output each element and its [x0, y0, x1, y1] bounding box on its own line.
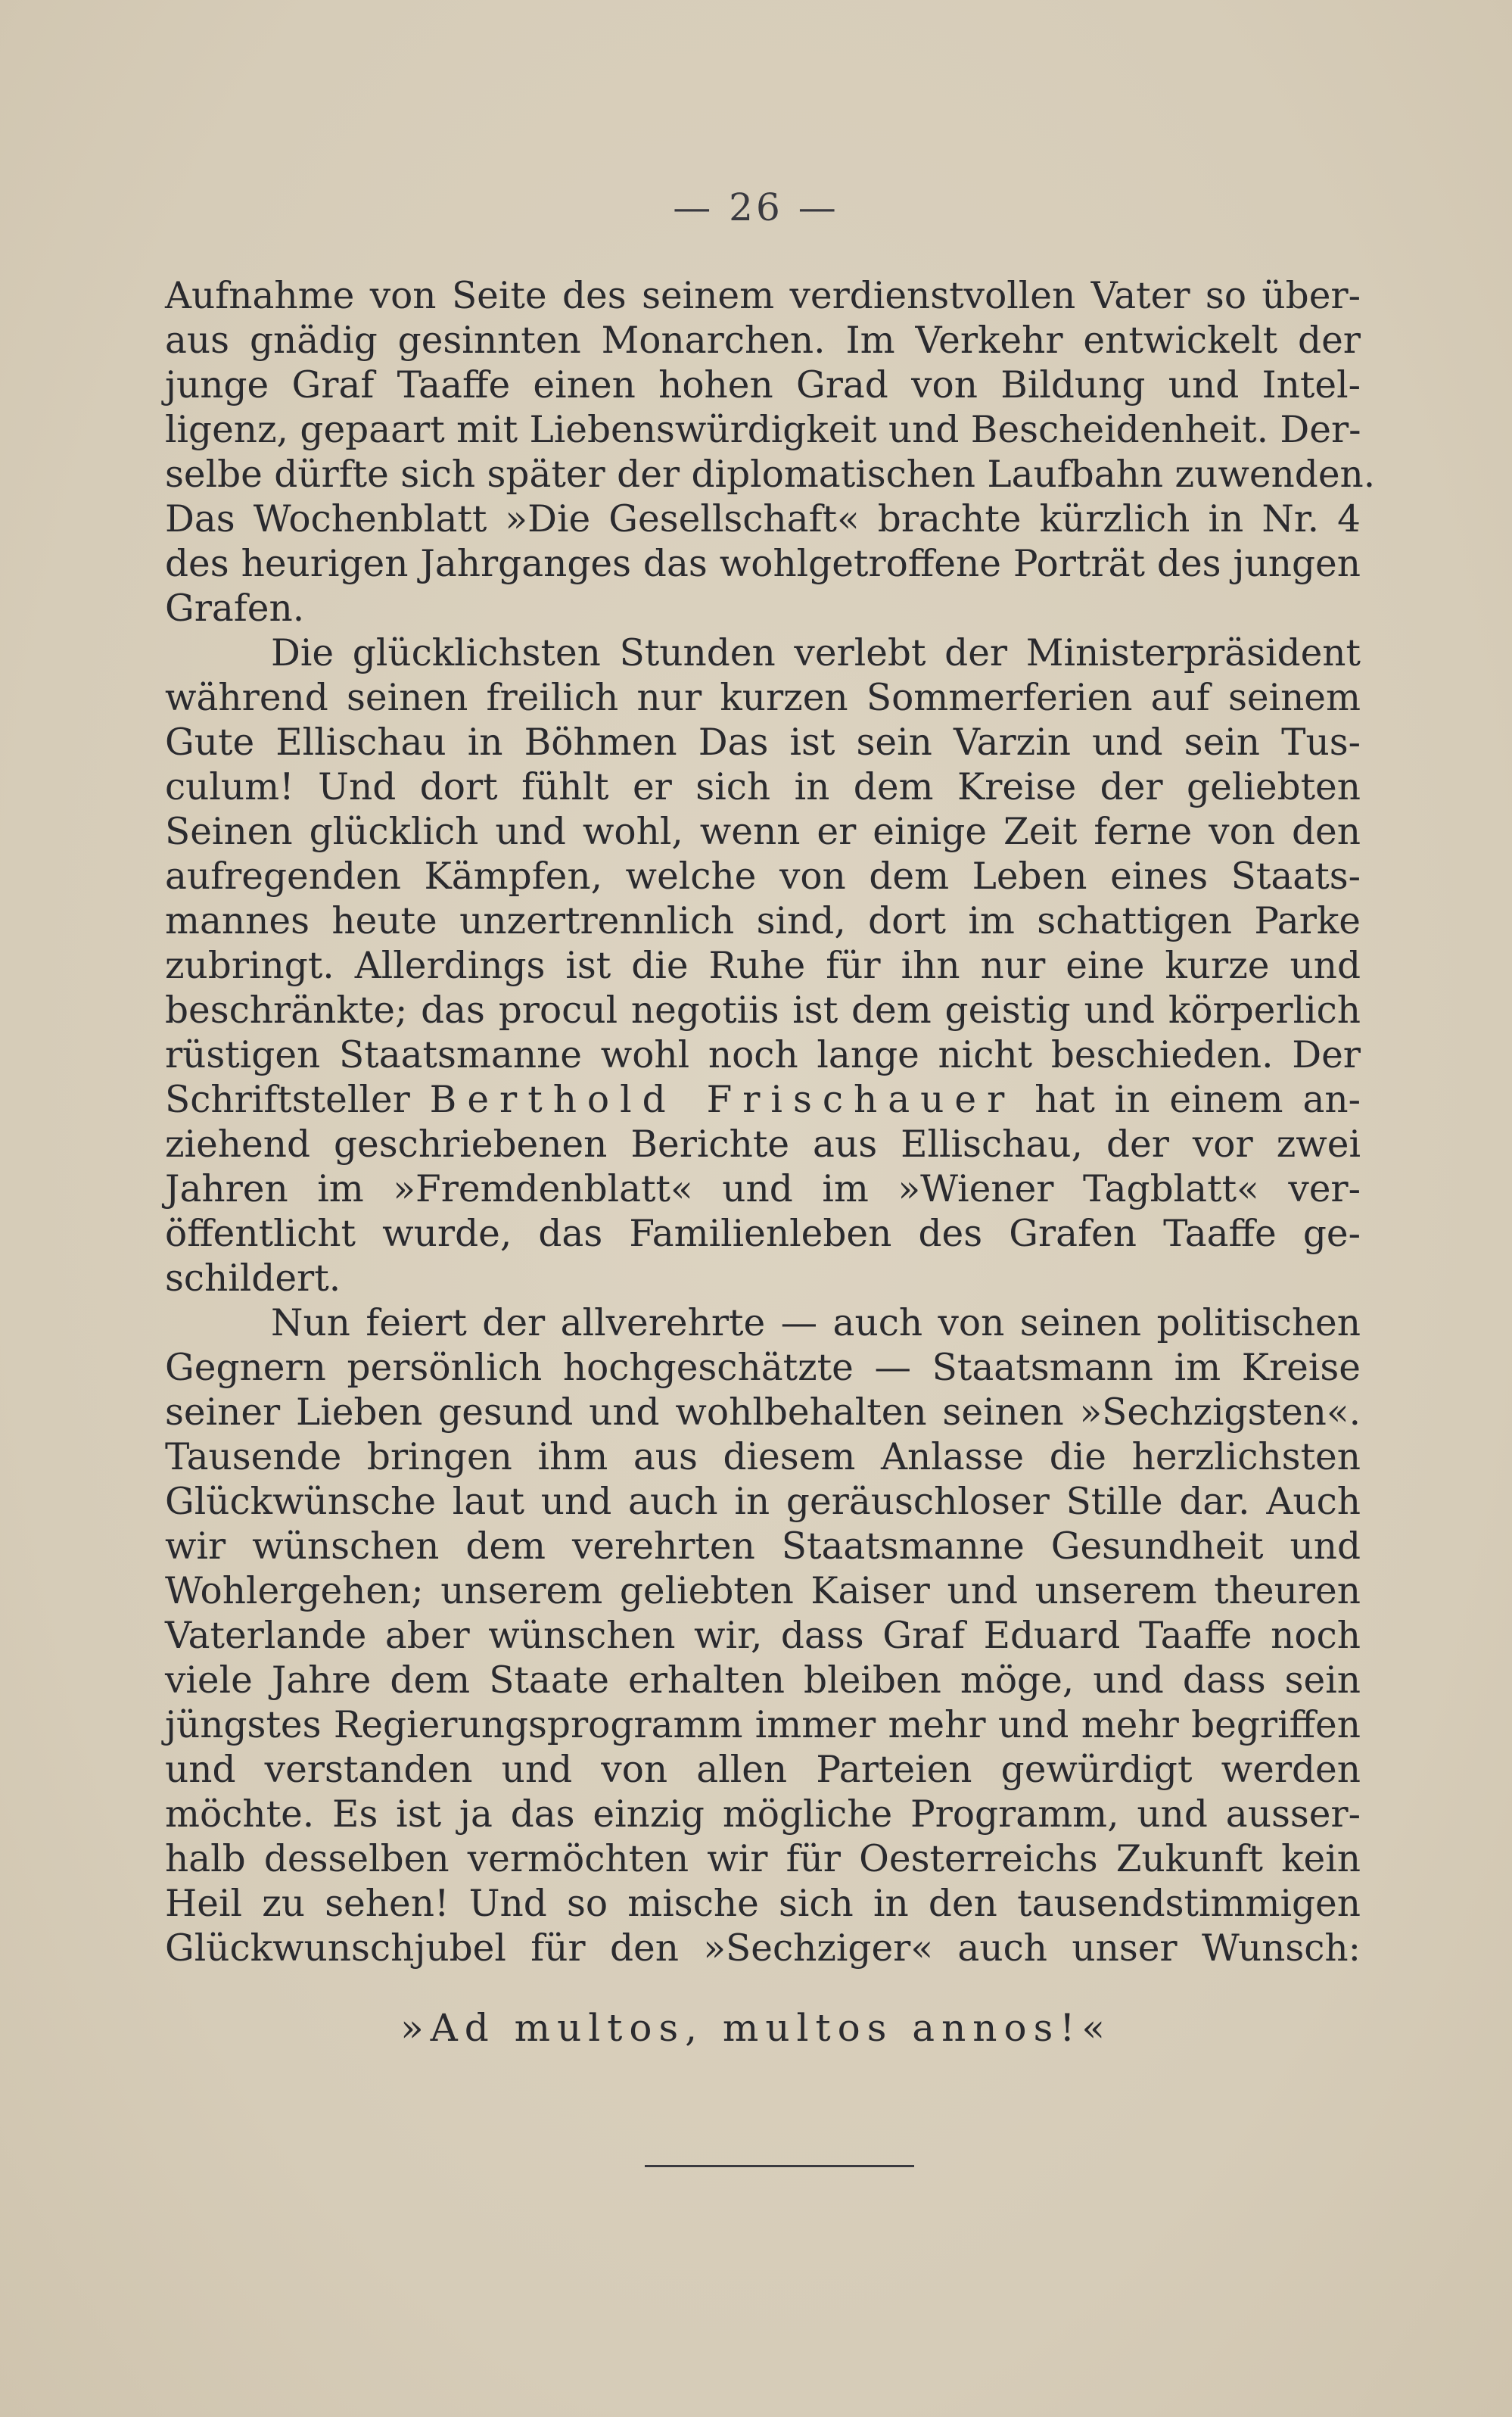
spaced-name: Berthold Frischauer	[429, 1079, 1016, 1121]
text-line: seiner Lieben gesund und wohlbehalten seinen »Sechzigsten«.	[165, 1391, 1361, 1434]
text-line: Vaterlande aber wünschen wir, dass Graf Eduard Taaffe noch	[165, 1615, 1361, 1657]
text-line: schildert.	[165, 1257, 341, 1300]
text-line: viele Jahre dem Staate erhalten bleiben möge, und dass sein	[165, 1659, 1361, 1702]
text-line: Glückwünsche laut und auch in geräuschloser Stille dar. Auch	[165, 1481, 1361, 1523]
text-line: Seinen glücklich und wohl, wenn er einige Zeit ferne von den	[165, 811, 1361, 853]
text-line: halb desselben vermöchten wir für Oesterreichs Zukunft kein	[165, 1838, 1361, 1880]
text-line: und verstanden und von allen Parteien gewürdigt werden	[165, 1749, 1361, 1791]
text-line: rüstigen Staatsmanne wohl noch lange nicht beschieden. Der	[165, 1034, 1361, 1076]
text-line: Wohlergehen; unserem geliebten Kaiser und unserem theuren	[165, 1570, 1361, 1612]
text-line: Grafen.	[165, 587, 305, 630]
text-line: junge Graf Taaffe einen hohen Grad von Bildung und Intel-	[165, 364, 1361, 406]
text-line: aus gnädig gesinnten Monarchen. Im Verkehr entwickelt der	[165, 319, 1361, 362]
text-line: ligenz, gepaart mit Liebenswürdigkeit und Bescheidenheit. Der-	[165, 409, 1361, 451]
text-line: ziehend geschriebenen Berichte aus Ellischau, der vor zwei	[165, 1123, 1361, 1166]
text-line: Heil zu sehen! Und so mische sich in den tausendstimmigen	[165, 1883, 1361, 1925]
body-text	[165, 274, 1376, 1971]
text-line: während seinen freilich nur kurzen Sommerferien auf seinem	[165, 677, 1361, 719]
text-line: Tausende bringen ihm aus diesem Anlasse die herzlichsten	[165, 1436, 1361, 1478]
text-line: aufregenden Kämpfen, welche von dem Leben eines Staats-	[165, 855, 1361, 898]
text-line: Jahren im »Fremdenblatt« und im »Wiener Tagblatt« ver-	[165, 1168, 1361, 1210]
closing-motto: »Ad multos, multos annos!«	[400, 2006, 1112, 2050]
text-line: Nun feiert der allverehrte — auch von seinen politischen	[271, 1302, 1361, 1344]
text-line: Aufnahme von Seite des seinem verdienstvollen Vater so über-	[165, 275, 1361, 317]
text-line: Schriftsteller Berthold Frischauer hat in einem an-	[165, 1079, 1361, 1121]
text-line: zubringt. Allerdings ist die Ruhe für ihn nur eine kurze und	[165, 945, 1361, 987]
text-line: öffentlicht wurde, das Familienleben des Grafen Taaffe ge-	[165, 1213, 1361, 1255]
text-line: Gute Ellischau in Böhmen Das ist sein Varzin und sein Tus-	[165, 721, 1361, 764]
text-line: des heurigen Jahrganges das wohlgetroffene Porträt des jungen	[165, 543, 1361, 585]
text-line: beschränkte; das procul negotiis ist dem geistig und körperlich	[165, 989, 1361, 1032]
text-line: jüngstes Regierungsprogramm immer mehr und mehr begriffen	[165, 1704, 1361, 1746]
text-line: Gegnern persönlich hochgeschätzte — Staatsmann im Kreise	[165, 1347, 1361, 1389]
end-rule-divider	[645, 2165, 914, 2167]
text-line: selbe dürfte sich später der diplomatischen Laufbahn zuwenden.	[165, 453, 1376, 496]
text-line: Die glücklichsten Stunden verlebt der Ministerpräsident	[271, 632, 1361, 674]
text-line: mannes heute unzertrennlich sind, dort im schattigen Parke	[165, 900, 1361, 942]
text-line: culum! Und dort fühlt er sich in dem Kreise der geliebten	[165, 766, 1361, 808]
page-number: — 26 —	[673, 185, 839, 229]
text-line: Glückwunschjubel für den »Sechziger« auch unser Wunsch:	[165, 1927, 1361, 1970]
text-line: möchte. Es ist ja das einzig mögliche Programm, und ausser-	[165, 1793, 1361, 1836]
text-line: Das Wochenblatt »Die Gesellschaft« brachte kürzlich in Nr. 4	[165, 498, 1361, 540]
text-line: wir wünschen dem verehrten Staatsmanne Gesundheit und	[165, 1525, 1361, 1568]
